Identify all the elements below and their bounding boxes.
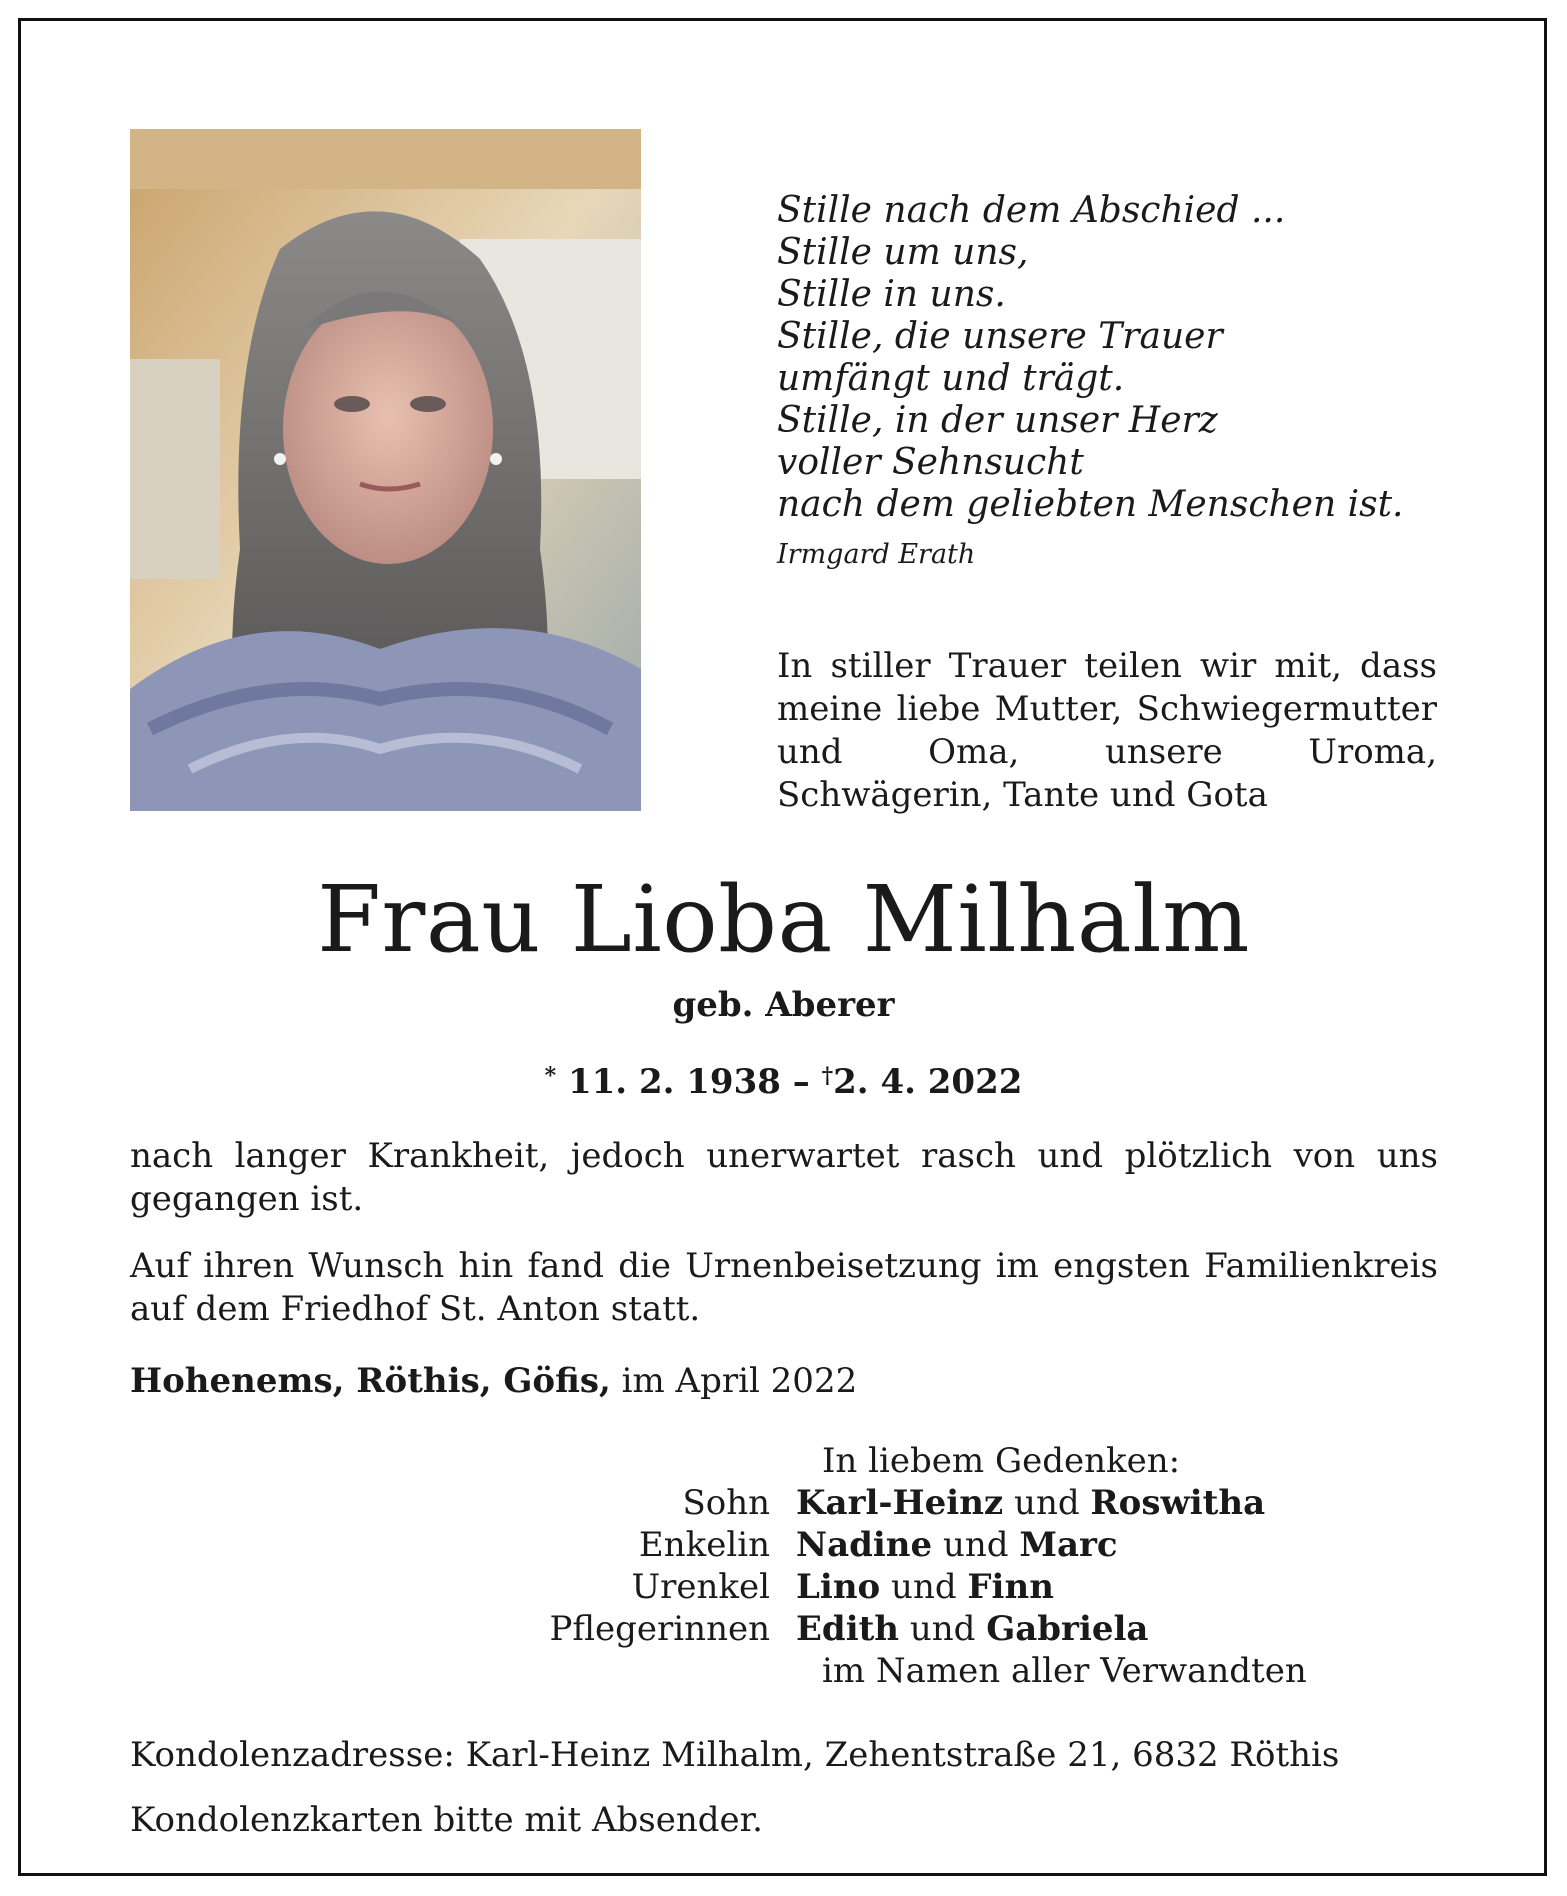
poem xyxy=(777,190,1497,572)
family-name: Karl-Heinz xyxy=(796,1483,1004,1523)
death-date: 2. 4. 2022 xyxy=(833,1062,1023,1102)
family-joiner: und xyxy=(942,1525,1009,1565)
family-row xyxy=(430,1524,1530,1566)
poem-line: Stille, die unsere Trauer xyxy=(777,316,1223,357)
family-role: Enkelin xyxy=(638,1525,770,1565)
family-row xyxy=(430,1482,1530,1524)
poem-line: umfängt und trägt. xyxy=(777,358,1125,399)
portrait-photo xyxy=(130,129,641,811)
portrait-image xyxy=(130,129,641,811)
family-closing: im Namen aller Verwandten xyxy=(822,1651,1307,1691)
date-separator: – xyxy=(792,1062,810,1102)
family-role: Sohn xyxy=(682,1483,770,1523)
family-names xyxy=(796,1608,1148,1650)
family-names xyxy=(796,1482,1265,1524)
family-name: Edith xyxy=(796,1609,900,1649)
place-towns: Hohenems, Röthis, Göfis, xyxy=(130,1361,611,1401)
family-name: Finn xyxy=(967,1567,1054,1607)
family-name: Nadine xyxy=(796,1525,933,1565)
family-name: Lino xyxy=(796,1567,881,1607)
life-dates xyxy=(0,1055,1567,1103)
family-joiner: und xyxy=(891,1567,957,1607)
condolence-cards-note: Kondolenzkarten bitte mit Absender. xyxy=(130,1800,763,1840)
family-names xyxy=(796,1566,1054,1608)
birth-date: 11. 2. 1938 xyxy=(567,1062,781,1102)
family-joiner: und xyxy=(1014,1483,1080,1523)
deceased-name: Frau Lioba Milhalm xyxy=(317,866,1250,973)
poem-line: nach dem geliebten Menschen ist. xyxy=(777,484,1404,525)
place-and-date xyxy=(130,1360,857,1403)
place-date: im April 2022 xyxy=(621,1361,858,1401)
family-row xyxy=(430,1566,1530,1608)
poem-line: voller Sehnsucht xyxy=(777,442,1084,483)
death-symbol: † xyxy=(821,1063,834,1089)
memory-heading: In liebem Gedenken: xyxy=(822,1441,1181,1481)
family-names xyxy=(796,1524,1118,1566)
family-role: Pflegerinnen xyxy=(549,1609,770,1649)
paragraph-burial: Auf ihren Wunsch hin fand die Urnenbeisetzung im engsten Familienkreis auf dem Friedhof St. Anton statt. xyxy=(130,1246,1438,1329)
poem-line: Stille in uns. xyxy=(777,274,1006,315)
intro-text: In stiller Trauer teilen wir mit, dass meine liebe Mutter, Schwiegermutter und Oma, unsere Uroma, Schwägerin, Tante und Gota xyxy=(777,646,1437,815)
family-row xyxy=(430,1608,1530,1650)
poem-author: Irmgard Erath xyxy=(777,539,976,570)
poem-line: Stille nach dem Abschied ... xyxy=(777,190,1286,231)
paragraph-passing: nach langer Krankheit, jedoch unerwartet rasch und plötzlich von uns gegangen ist. xyxy=(130,1136,1438,1219)
family-joiner: und xyxy=(909,1609,976,1649)
family-name: Gabriela xyxy=(986,1609,1149,1649)
poem-line: Stille, in der unser Herz xyxy=(777,400,1218,441)
family-name: Roswitha xyxy=(1090,1483,1266,1523)
birth-name: geb. Aberer xyxy=(672,985,895,1025)
family-name: Marc xyxy=(1019,1525,1118,1565)
family-role: Urenkel xyxy=(631,1567,770,1607)
family-list xyxy=(430,1482,1530,1650)
condolence-address: Kondolenzadresse: Karl-Heinz Milhalm, Zehentstraße 21, 6832 Röthis xyxy=(130,1735,1340,1775)
birth-symbol: * xyxy=(544,1063,557,1089)
poem-line: Stille um uns, xyxy=(777,232,1029,273)
